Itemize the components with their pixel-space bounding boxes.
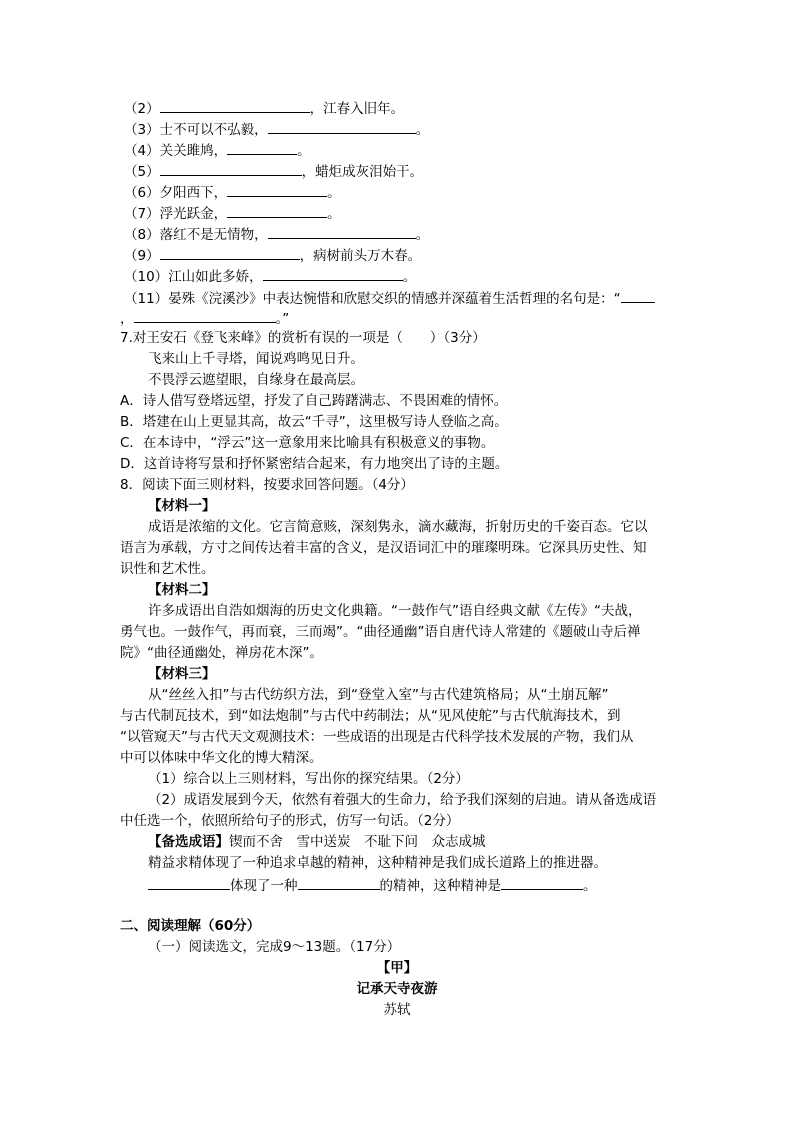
q7-option-a[interactable]: A．诗人借写登塔远望，抒发了自己踌躇满志、不畏困难的情怀。 [120, 393, 508, 409]
material-1-line2: 语言为承载，方寸之间传达着丰富的含义，是汉语词汇中的璀璨明珠。它深具历史性、知 [120, 540, 647, 556]
item-end: 。” [275, 311, 290, 327]
answer-blank[interactable] [298, 874, 380, 890]
item-number: （2） [124, 101, 160, 117]
example-sentence: 精益求精体现了一种追求卓越的精神，这种精神是我们成长道路上的推进器。 [148, 855, 607, 871]
fill-item-9 [124, 244, 421, 266]
fill-item-11 [124, 287, 655, 309]
fill-item-10 [124, 265, 416, 287]
item-number: （10） [124, 269, 169, 285]
fill-item-8 [124, 223, 429, 245]
idioms-list: 锲而不舍 雪中送炭 不耻下问 众志成城 [229, 834, 486, 850]
item-text: 夕阳西下， [159, 185, 228, 201]
item-end: 。 [327, 185, 341, 201]
material-1-line1: 成语是浓缩的文化。它言简意赅，深刻隽永，滴水藏海，折射历史的千姿百态。它以 [148, 519, 648, 535]
material-3-line4: 中可以体味中华文化的博大精深。 [120, 750, 323, 766]
fill-item-4 [124, 139, 311, 161]
item-number: （5） [124, 164, 160, 180]
answer-blank[interactable] [227, 181, 327, 197]
material-3-line1: 从“丝丝入扣”与古代纺织方法，到“登堂入室”与古代建筑格局；从“土崩瓦解” [148, 687, 609, 703]
item-text: ，江春入旧年。 [309, 101, 405, 117]
q7-option-d[interactable]: D．这首诗将写景和抒怀紧密结合起来，有力地突出了诗的主题。 [120, 456, 509, 472]
item-number: （8） [124, 227, 160, 243]
answer-blank[interactable] [263, 265, 403, 281]
material-3-line3: “以管窥天”与古代天文观测技术：一些成语的出现是古代科学技术发展的产物，我们从 [120, 729, 634, 745]
answer-blank[interactable] [227, 202, 327, 218]
q8-sub2-line1: （2）成语发展到今天，依然有着强大的生命力，给予我们深刻的启迪。请从备选成语 [148, 792, 657, 808]
q8-sub2-line2: 中任选一个，依照所给句子的形式，仿写一句话。（2分） [120, 813, 460, 829]
imitation-template [148, 874, 597, 896]
item-text: 江山如此多娇， [168, 269, 263, 285]
fill-item-6 [124, 181, 341, 203]
idioms-label: 【备选成语】 [148, 834, 229, 850]
item-number: （6） [124, 185, 160, 201]
item-number: （9） [124, 248, 160, 264]
item-number: （3） [124, 122, 160, 138]
section-subheading: （一）阅读选文，完成9～13题。（17分） [148, 939, 401, 955]
passage-author: 苏轼 [383, 1002, 411, 1018]
answer-blank[interactable] [160, 97, 310, 113]
answer-blank[interactable] [501, 874, 583, 890]
item-text: ， [120, 311, 134, 327]
item-end: 。 [402, 269, 417, 285]
answer-blank[interactable] [160, 160, 302, 176]
fill-item-7 [124, 202, 341, 224]
fill-item-5 [124, 160, 423, 182]
item-end: 。 [327, 206, 341, 222]
answer-blank[interactable] [268, 223, 416, 239]
template-text: 体现了一种 [230, 878, 298, 894]
item-text: 浮光跃金， [159, 206, 228, 222]
item-text: 晏殊《浣溪沙》中表达惋惜和欣慰交织的情感并深蕴着生活哲理的名句是：“ [168, 291, 621, 307]
template-text: 的精神，这种精神是 [379, 878, 501, 894]
fill-item-2 [124, 97, 404, 119]
passage-title: 记承天寺夜游 [356, 981, 438, 997]
q8-stem: 8．阅读下面三则材料，按要求回答问题。（4分） [120, 477, 414, 493]
section-heading: 二、阅读理解（60分） [120, 918, 261, 934]
q8-sub1: （1）综合以上三则材料，写出你的探究结果。（2分） [148, 771, 469, 787]
answer-blank[interactable] [134, 307, 276, 323]
material-2-line1: 许多成语出自浩如烟海的历史文化典籍。“一鼓作气”语自经典文献《左传》“夫战， [148, 603, 642, 619]
idiom-options [148, 832, 486, 852]
answer-blank[interactable] [268, 118, 416, 134]
q7-option-b[interactable]: B．塔建在山上更显其高，故云“千寻”，这里极写诗人登临之高。 [120, 414, 508, 430]
answer-blank[interactable] [160, 244, 300, 260]
material-2-line3: 院》“曲径通幽处，禅房花木深”。 [120, 645, 323, 661]
q7-stem: 7.对王安石《登飞来峰》的赏析有误的一项是（ ）（3分） [120, 330, 486, 346]
item-end: 。 [297, 143, 311, 159]
answer-blank[interactable] [621, 287, 655, 303]
answer-blank[interactable] [148, 874, 230, 890]
material-3-line2: 与古代制瓦技术，到“如法炮制”与古代中药制法；从“见风使舵”与古代航海技术，到 [120, 708, 621, 724]
passage-label: 【甲】 [376, 960, 418, 976]
fill-item-3 [124, 118, 429, 140]
template-text: 。 [583, 878, 597, 894]
answer-blank[interactable] [227, 139, 297, 155]
item-text: 关关雎鸠， [159, 143, 228, 159]
item-text: ，病树前头万木春。 [299, 248, 422, 264]
item-number: （4） [124, 143, 160, 159]
item-number: （7） [124, 206, 160, 222]
item-end: 。 [415, 227, 430, 243]
q7-option-c[interactable]: C．在本诗中，“浮云”这一意象用来比喻具有积极意义的事物。 [120, 435, 495, 451]
q7-poem-line2: 不畏浮云遮望眼，自缘身在最高层。 [148, 372, 364, 388]
item-text: 士不可以不弘毅， [159, 122, 268, 138]
item-text: 落红不是无情物， [159, 227, 268, 243]
material-1-title: 【材料一】 [148, 498, 216, 514]
item-number: （11） [124, 291, 169, 307]
fill-item-11-line2 [120, 307, 289, 329]
material-2-line2: 勇气也。一鼓作气，再而衰，三而竭”。“曲径通幽”语自唐代诗人常建的《题破山寺后禅 [120, 624, 641, 640]
material-1-line3: 识性和艺术性。 [120, 561, 215, 577]
material-2-title: 【材料二】 [148, 582, 216, 598]
material-3-title: 【材料三】 [148, 666, 216, 682]
item-end: 。 [415, 122, 430, 138]
item-text: ，蜡炬成灰泪始干。 [301, 164, 424, 180]
q7-poem-line1: 飞来山上千寻塔，闻说鸡鸣见日升。 [148, 351, 364, 367]
